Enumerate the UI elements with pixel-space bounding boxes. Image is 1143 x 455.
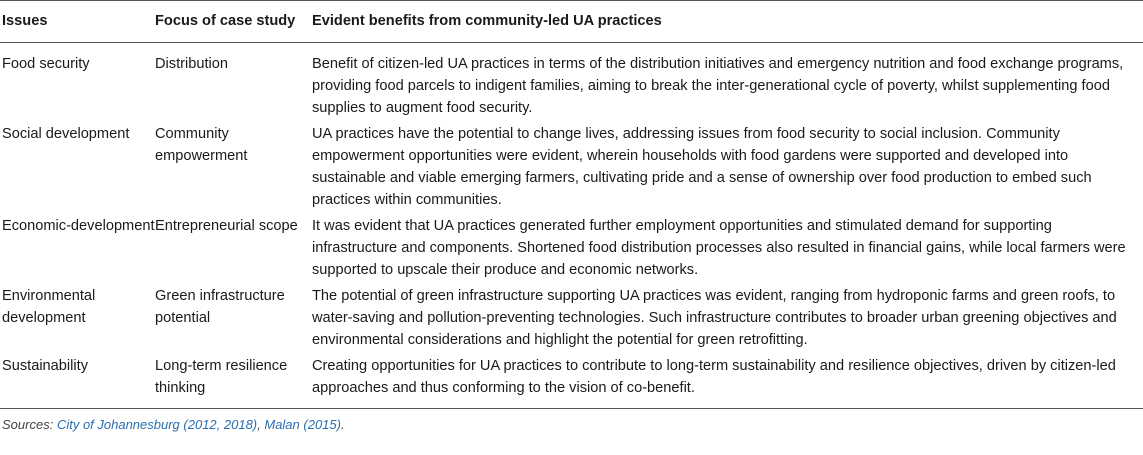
source-link-malan[interactable]: Malan (2015)	[264, 417, 341, 432]
sources-separator: ,	[257, 417, 265, 432]
table-row	[0, 215, 1143, 285]
cell-issue: Environmental development	[2, 288, 96, 326]
table-body	[0, 43, 1143, 409]
sources-label: Sources:	[2, 417, 54, 432]
cell-focus: Long-term resilience thinking	[155, 355, 312, 409]
table-row	[0, 43, 1143, 124]
cell-issue: Food security	[2, 56, 90, 72]
cell-benefit: UA practices have the potential to change lives, addressing issues from food security to social inclusion. Community empowerment opportunities were evident, wherein households with food gardens were supported and developed into sustainable and viable emerging farmers, cultivating pride and a sense of ownership over food production to embed such practices within communities.	[312, 126, 1092, 208]
cell-benefit: Benefit of citizen-led UA practices in terms of the distribution initiatives and emergency nutrition and food exchange programs, providing food parcels to indigent families, aiming to break the inter-generational cycle of poverty, whilst supplementing food supplies to augment food security.	[312, 56, 1124, 116]
cell-benefit: It was evident that UA practices generated further employment opportunities and stimulated demand for supporting infrastructure and components. Shortened food distribution processes also resulted in financial gains, while local farmers were supported to upscale their produce and economic networks.	[312, 218, 1126, 278]
table-row	[0, 285, 1143, 355]
table-header	[0, 1, 1143, 43]
cell-issue: Economic-development	[2, 218, 155, 234]
header-issues: Issues	[0, 1, 155, 43]
sources-end: .	[340, 417, 345, 432]
sources-note	[0, 409, 1143, 432]
table-row	[0, 355, 1143, 409]
source-link-city-of-johannesburg[interactable]: City of Johannesburg (2012, 2018)	[56, 417, 258, 432]
cell-focus: Community empowerment	[155, 126, 248, 164]
cell-focus: Distribution	[155, 56, 228, 72]
cell-focus: Green infrastructure potential	[155, 288, 285, 326]
header-row	[0, 1, 1143, 43]
cell-benefit: Creating opportunities for UA practices to contribute to long-term sustainability and resilience objectives, driven by citizen-led approaches and thus conforming to the vision of co-benefit.	[312, 355, 1143, 409]
header-focus: Focus of case study	[155, 1, 312, 43]
table-row	[0, 123, 1143, 215]
cell-focus: Entrepreneurial scope	[155, 218, 298, 234]
cell-issue: Sustainability	[0, 355, 155, 409]
cell-benefit: The potential of green infrastructure supporting UA practices was evident, ranging from hydroponic farms and green roofs, to water-saving and pollution-preventing technologies. Such infrastructure contributes to broader urban greening objectives and environmental considerations and highlight the potential for green retrofitting.	[312, 288, 1117, 348]
header-benefits: Evident benefits from community-led UA practices	[312, 1, 1143, 43]
cell-issue: Social development	[2, 126, 130, 142]
